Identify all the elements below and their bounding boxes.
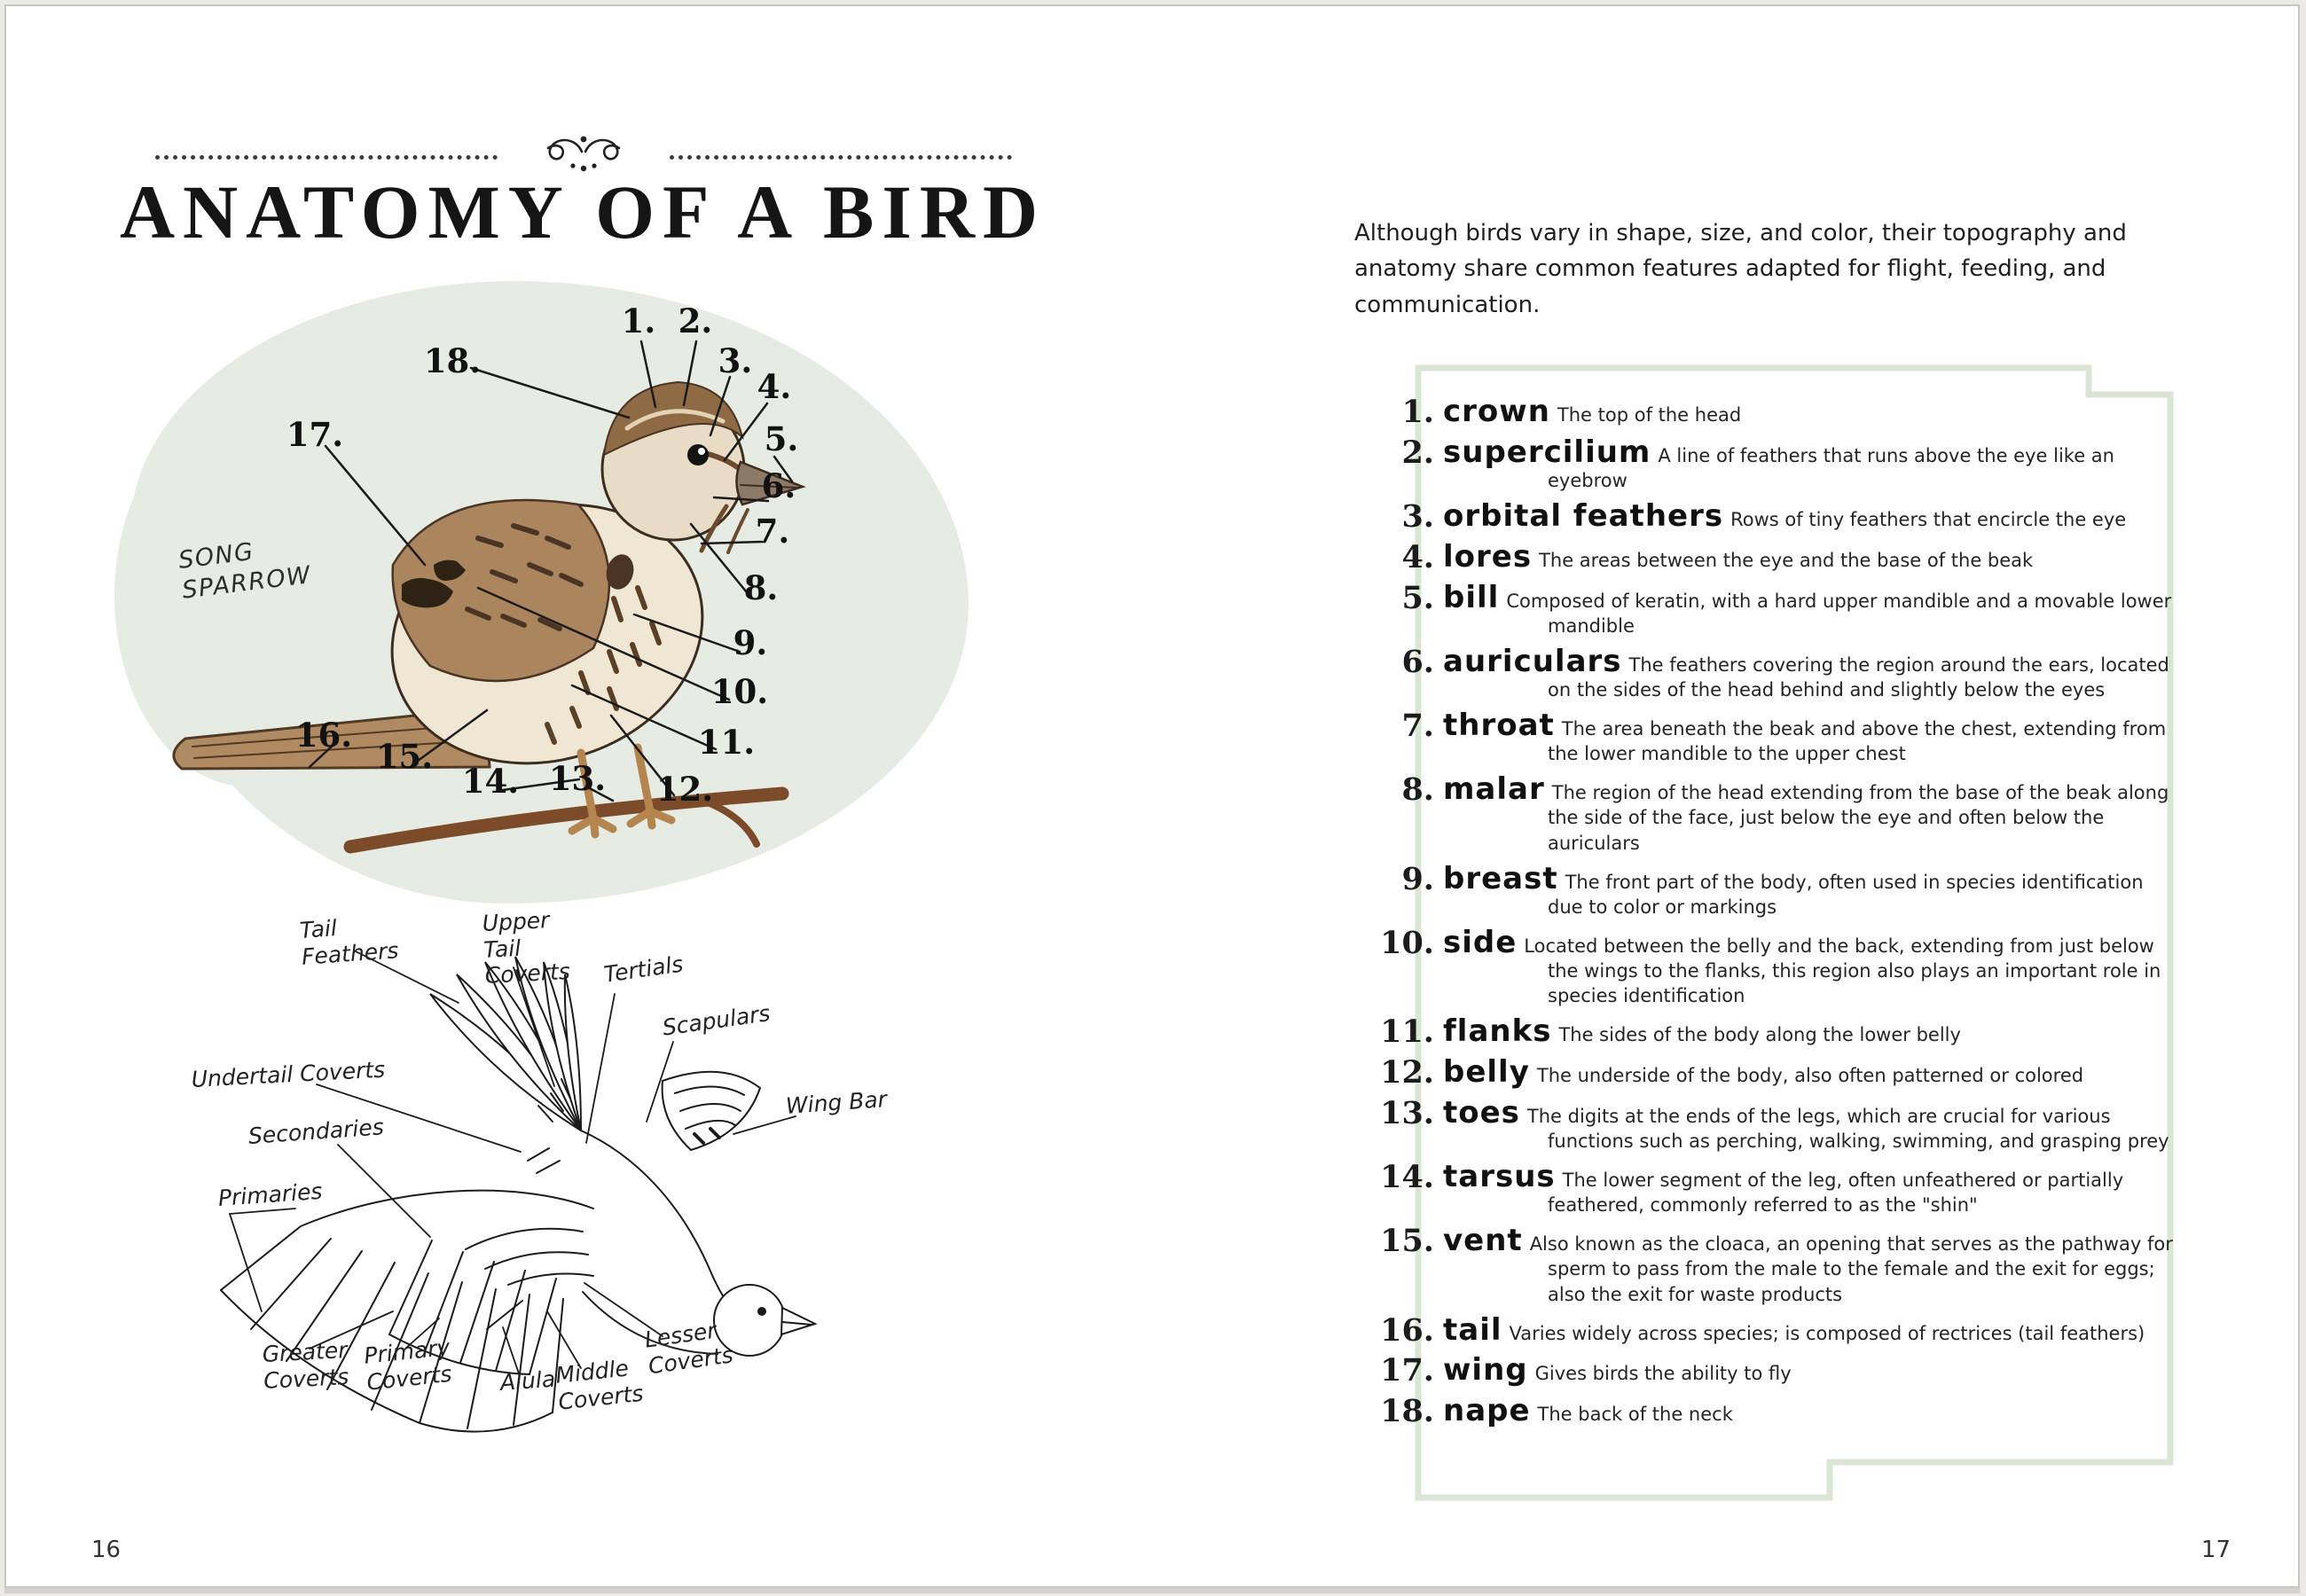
- entry-number: 3.: [1401, 498, 1434, 535]
- entry-definition: The sides of the body along the lower belly: [1558, 1024, 1961, 1046]
- definition-entry: [1376, 643, 2174, 702]
- entry-term: vent: [1443, 1223, 1523, 1259]
- entry-number: 16.: [1380, 1311, 1434, 1349]
- entry-definition: Rows of tiny feathers that encircle the eye: [1730, 509, 2127, 530]
- wing-diagram-label: Greater Coverts: [262, 1336, 349, 1394]
- book-spread: [4, 4, 2300, 1588]
- callout-number: 3.: [718, 341, 753, 380]
- wing-diagram-label: Primary Coverts: [363, 1334, 453, 1396]
- sparrow-figure: [130, 272, 982, 928]
- definition-entry: [1376, 1393, 2174, 1430]
- entry-definition: A line of feathers that runs above the eye like an eyebrow: [1548, 444, 2114, 491]
- entry-term: supercilium: [1443, 434, 1651, 470]
- entry-number: 1.: [1401, 394, 1434, 430]
- callout-number: 5.: [764, 419, 799, 458]
- definition-entry: [1376, 434, 2174, 493]
- entry-text: [1443, 924, 2174, 1008]
- definition-entry: [1376, 498, 2174, 535]
- callout-number: 1.: [621, 301, 656, 340]
- intro-paragraph: Although birds vary in shape, size, and color, their topography and anatomy share common features adapted for flight, feeding, and communication.: [1354, 220, 2127, 318]
- entry-number: 18.: [1380, 1393, 1434, 1430]
- entry-term: throat: [1443, 708, 1555, 743]
- wing-diagram-label: Upper Tail Coverts: [482, 907, 571, 989]
- dotted-rule-left: [155, 155, 498, 160]
- entry-term: bill: [1443, 579, 1500, 615]
- entry-term: wing: [1443, 1352, 1528, 1389]
- definition-entry: [1376, 538, 2174, 575]
- entry-number: 7.: [1401, 708, 1434, 744]
- definition-entry: [1376, 771, 2174, 855]
- entry-text: [1443, 1013, 2174, 1050]
- definition-entry: [1376, 1013, 2174, 1051]
- entry-text: [1443, 1054, 2174, 1090]
- definition-entry: [1376, 579, 2174, 638]
- entry-definition: Also known as the cloaca, an opening that serves as the pathway for sperm to pass from the male to the female and the exit for eggs; also the exit for waste products: [1529, 1233, 2173, 1305]
- entry-definition: The digits at the ends of the legs, which are crucial for various functions such as perching, walking, swimming, and grasping prey: [1526, 1105, 2169, 1152]
- entry-number: 12.: [1380, 1054, 1434, 1091]
- wing-diagram-label: Alula: [499, 1365, 557, 1396]
- entry-definition: The underside of the body, also often patterned or colored: [1536, 1065, 2084, 1086]
- callout-number: 11.: [697, 723, 756, 762]
- entry-definition: The back of the neck: [1537, 1404, 1733, 1426]
- dotted-rule-right: [670, 155, 1012, 160]
- entry-term: auriculars: [1443, 643, 1622, 679]
- entry-number: 17.: [1380, 1352, 1434, 1389]
- entry-definition: Composed of keratin, with a hard upper mandible and a movable lower mandible: [1506, 590, 2172, 637]
- entry-definition: Varies widely across species; is composed of rectrices (tail feathers): [1509, 1322, 2145, 1344]
- entry-term: tarsus: [1443, 1159, 1556, 1194]
- entry-number: 10.: [1380, 924, 1434, 961]
- entry-text: [1443, 643, 2174, 702]
- entry-text: [1443, 1393, 2174, 1429]
- entry-term: crown: [1443, 394, 1550, 429]
- definition-entry: [1376, 396, 2174, 429]
- entry-number: 8.: [1401, 771, 1434, 809]
- feather-tract-diagram: [166, 907, 964, 1478]
- callout-number: 12.: [655, 770, 714, 809]
- entry-text: [1443, 1159, 2174, 1217]
- callout-number: 14.: [461, 762, 520, 801]
- wing-diagram-label: Primaries: [217, 1177, 324, 1211]
- species-label: SONG SPARROW: [176, 537, 313, 605]
- page-number-left: 16: [91, 1537, 122, 1563]
- entry-term: lores: [1443, 538, 1533, 575]
- entry-text: [1443, 579, 2174, 638]
- entry-text: [1443, 1094, 2174, 1154]
- entry-term: flanks: [1443, 1013, 1552, 1050]
- entry-text: [1443, 498, 2174, 534]
- entry-term: belly: [1443, 1054, 1530, 1090]
- callout-number: 7.: [755, 512, 790, 551]
- entry-number: 6.: [1401, 643, 1434, 680]
- callout-number: 6.: [761, 466, 796, 505]
- entry-definition: The lower segment of the leg, often unfeathered or partially feathered, commonly referred to as the "shin": [1548, 1170, 2124, 1217]
- entry-text: [1443, 538, 2174, 575]
- definition-entry: [1376, 1311, 2174, 1349]
- entry-text: [1443, 1311, 2174, 1348]
- entry-definition: The front part of the body, often used in species identification due to color or markings: [1548, 871, 2144, 918]
- entry-text: [1443, 1352, 2174, 1389]
- entry-term: breast: [1443, 860, 1558, 896]
- definition-entry: [1376, 1094, 2174, 1154]
- callout-number: 13.: [548, 759, 607, 798]
- entry-definition: The top of the head: [1557, 404, 1742, 426]
- definition-entry: [1376, 860, 2174, 919]
- callout-number: 10.: [710, 672, 769, 711]
- callout-number: 15.: [375, 737, 434, 776]
- entry-term: toes: [1443, 1094, 1520, 1130]
- definition-entry: [1376, 1225, 2174, 1306]
- callout-number: 17.: [286, 415, 344, 454]
- callout-number: 9.: [733, 623, 768, 662]
- wing-diagram-label: Scapulars: [661, 999, 773, 1041]
- wing-diagram-label: Tail Feathers: [299, 915, 400, 970]
- wing-diagram-label: Secondaries: [247, 1114, 385, 1149]
- callout-number: 8.: [743, 568, 779, 607]
- callout-number: 2.: [678, 301, 713, 340]
- entry-text: [1443, 1225, 2174, 1306]
- wing-diagram-label: Wing Bar: [785, 1086, 888, 1119]
- callout-number: 18.: [423, 341, 482, 380]
- entry-definition: Gives birds the ability to fly: [1534, 1363, 1792, 1385]
- entry-text: [1443, 396, 2174, 429]
- entry-number: 14.: [1380, 1159, 1434, 1195]
- entry-definition: The region of the head extending from the base of the beak along the side of the face, just below the eye and often below the auriculars: [1548, 782, 2169, 854]
- entry-term: nape: [1443, 1393, 1531, 1429]
- entry-term: malar: [1443, 771, 1545, 808]
- callout-number: 4.: [757, 367, 792, 406]
- definition-entry: [1376, 1054, 2174, 1091]
- definition-entry: [1376, 1159, 2174, 1217]
- entry-text: [1443, 710, 2174, 766]
- page-title: ANATOMY OF A BIRD: [119, 169, 1047, 254]
- wing-diagram-label: Undertail Coverts: [191, 1056, 386, 1092]
- entry-text: [1443, 434, 2174, 493]
- song-sparrow-illustration: [130, 272, 982, 928]
- definition-list: [1376, 396, 2174, 1436]
- entry-definition: The areas between the eye and the base of the beak: [1539, 549, 2034, 571]
- entry-number: 9.: [1401, 860, 1434, 897]
- wing-diagram-label: Middle Coverts: [554, 1355, 645, 1415]
- entry-number: 13.: [1380, 1094, 1434, 1131]
- entry-term: orbital feathers: [1443, 498, 1724, 534]
- entry-text: [1443, 771, 2174, 855]
- definition-entry: [1376, 710, 2174, 766]
- entry-definition: The feathers covering the region around the ears, located on the sides of the head behind and slightly below the eyes: [1548, 653, 2169, 700]
- entry-number: 15.: [1380, 1223, 1434, 1260]
- definition-entry: [1376, 924, 2174, 1008]
- entry-definition: The area beneath the beak and above the chest, extending from the lower mandible to the upper chest: [1548, 718, 2167, 765]
- callout-number: 16.: [294, 716, 353, 755]
- page-number-right: 17: [2200, 1537, 2231, 1563]
- entry-number: 2.: [1401, 434, 1434, 471]
- wing-diagram-label: Lesser Coverts: [643, 1317, 735, 1379]
- entry-number: 5.: [1401, 579, 1434, 616]
- entry-text: [1443, 860, 2174, 919]
- wing-diagram-label: Tertials: [602, 951, 686, 988]
- entry-term: side: [1443, 924, 1518, 960]
- entry-number: 11.: [1380, 1013, 1434, 1051]
- definition-entry: [1376, 1352, 2174, 1389]
- entry-definition: Located between the belly and the back, extending from just below the wings to the flanks, this region also plays an important role in species identification: [1524, 935, 2161, 1007]
- entry-term: tail: [1443, 1311, 1502, 1348]
- entry-number: 4.: [1401, 538, 1434, 575]
